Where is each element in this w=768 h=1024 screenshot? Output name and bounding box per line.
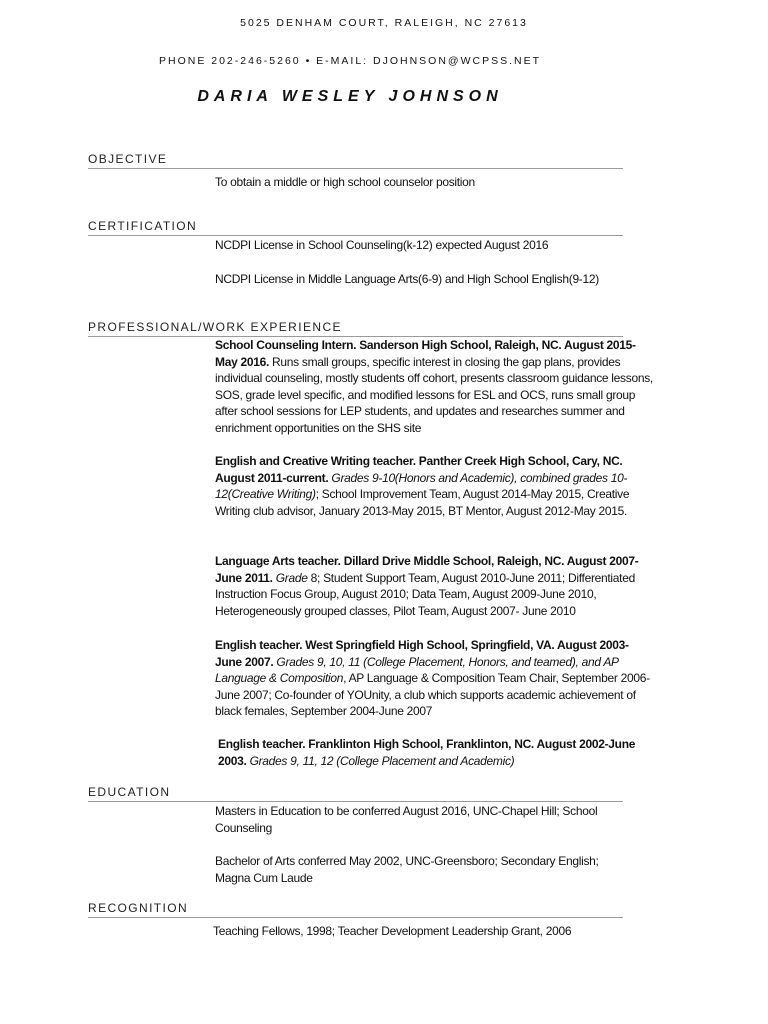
job-emphasis: Grade [272, 570, 308, 585]
section-divider [88, 801, 623, 802]
section-title-experience: PROFESSIONAL/WORK EXPERIENCE [88, 320, 342, 334]
section-title-objective: OBJECTIVE [88, 152, 168, 166]
section-title-education: EDUCATION [88, 785, 171, 799]
job-emphasis: Grades 9-10(Honors and Academic), combined grades 10-12(Creative Writing) [215, 470, 628, 501]
experience-entry [215, 337, 655, 436]
certification-item: NCDPI License in Middle Language Arts(6-9) and High School English(9-12) [215, 272, 599, 286]
job-heading: School Counseling Intern. Sanderson High School, Raleigh, NC. August 2015-May 2016. [215, 338, 636, 369]
experience-entry [218, 736, 658, 769]
recognition-text: Teaching Fellows, 1998; Teacher Development Leadership Grant, 2006 [213, 924, 572, 938]
experience-entry [215, 553, 655, 619]
job-body: ; School Improvement Team, August 2014-May 2015, Creative Writing club advisor, January 2013-May 2015, BT Mentor, August 2012-May 2015. [215, 487, 630, 518]
job-heading: English teacher. West Springfield High School, Springfield, VA. August 2003-June 2007. [215, 638, 629, 669]
job-heading: English and Creative Writing teacher. Panther Creek High School, Cary, NC. August 2011-current. [215, 454, 623, 485]
section-title-recognition: RECOGNITION [88, 901, 189, 915]
job-body: , AP Language & Composition Team Chair, September 2006-June 2007; Co-founder of YOUnity, a club which supports academic achievement of black females, September 2004-June 2007 [215, 671, 650, 718]
contact-line: PHONE 202-246-5260 • E-MAIL: DJOHNSON@WCPSS.NET [159, 55, 541, 67]
job-emphasis: Grades 9, 10, 11 (College Placement, Honors, and teamed), and AP Language & Composition [215, 654, 619, 685]
education-item: Bachelor of Arts conferred May 2002, UNC-Greensboro; Secondary English; Magna Cum Laude [215, 854, 599, 885]
job-body: Runs small groups, specific interest in closing the gap plans, provides individual counseling, mostly students off cohort, presents classroom guidance lessons, SOS, grade level specific, and modified lessons for ESL and OCS, runs small group after school sessions for LEP students, and updates and researches summer and enrichment opportunities on the SHS site [215, 354, 653, 435]
job-heading: Language Arts teacher. Dillard Drive Middle School, Raleigh, NC. August 2007-June 2011. [215, 554, 639, 585]
section-divider [88, 168, 623, 169]
education-item: Masters in Education to be conferred August 2016, UNC-Chapel Hill; School Counseling [215, 804, 598, 835]
job-body: 8; Student Support Team, August 2010-June 2011; Differentiated Instruction Focus Group, August 2010; Data Team, August 2009-June 2010, Heterogeneously grouped classes, Pilot Team, August 2007- June 2010 [215, 570, 635, 618]
objective-text: To obtain a middle or high school counselor position [215, 175, 475, 189]
section-divider [88, 235, 623, 236]
address-line: 5025 DENHAM COURT, RALEIGH, NC 27613 [240, 17, 528, 29]
experience-entry [215, 453, 655, 519]
job-heading: English teacher. Franklinton High School, Franklinton, NC. August 2002-June 2003. [218, 737, 636, 768]
candidate-name: DARIA WESLEY JOHNSON [197, 88, 503, 105]
job-emphasis: Grades 9, 11, 12 (College Placement and Academic) [246, 753, 515, 768]
certification-item: NCDPI License in School Counseling(k-12) expected August 2016 [215, 238, 549, 252]
section-title-certification: CERTIFICATION [88, 219, 198, 233]
section-divider [88, 917, 623, 918]
experience-entry [215, 637, 655, 720]
